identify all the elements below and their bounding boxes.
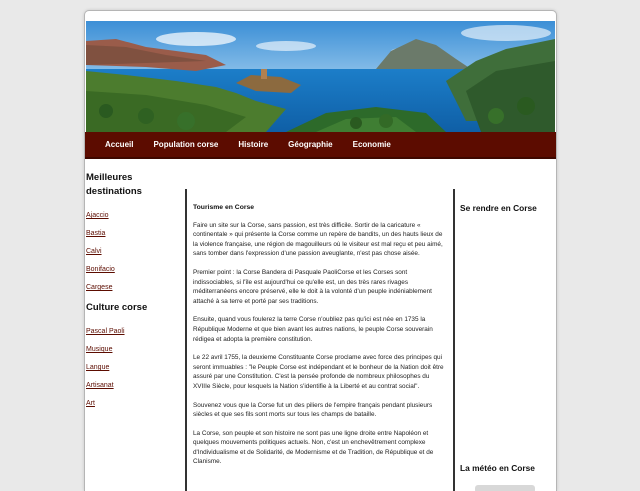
link-ajaccio[interactable]: Ajaccio — [86, 212, 109, 219]
article-paragraph: Faire un site sur la Corse, sans passion, est très difficile. Sortir de la caricature « continentale » qui présente la Corse comme un repère de bandits, un des hauts lieux de la violence française, une région de magouilleurs où le visiteur est mal reçu et peu aimé, sans tomber dans l'expression d'une passion aveuglante, n'est pas chose aisée. — [193, 221, 443, 258]
left-sidebar — [86, 171, 184, 413]
destinations-heading-line1: Meilleures — [86, 172, 133, 183]
link-art[interactable]: Art — [86, 400, 95, 407]
link-musique[interactable]: Musique — [86, 346, 113, 353]
list-item — [86, 323, 184, 341]
weather-heading: La météo en Corse — [460, 463, 535, 473]
article-paragraph: La Corse, son peuple et son histoire ne sont pas une ligne droite entre Napoléon et quelques mouvements politiques actuels. Non, c'est un enchevêtrement complexe d'Individualisme et de Solidarité, de Modernisme et de Tradition, de République et de Clanisme. — [193, 429, 434, 466]
link-bastia[interactable]: Bastia — [86, 230, 106, 237]
list-item — [86, 261, 184, 279]
list-item — [86, 377, 184, 395]
destinations-list — [86, 207, 184, 297]
link-bonifacio[interactable]: Bonifacio — [86, 266, 115, 273]
link-cargese[interactable]: Cargese — [86, 284, 113, 291]
article-paragraph: Le 22 avril 1755, la deuxieme Constituante Corse proclame avec force des principes qui seront immuables : "le Peuple Corse est indépendant et le bonheur de la Nation doit être assuré par une Constitution. C'est la pensée profonde de nombreux philosophes du XVIIIe Siècle, pour lesquels la Nation s'identifie à la Liberté et au contrat social". — [193, 354, 444, 390]
page-container — [84, 10, 557, 491]
main-content — [193, 203, 446, 476]
link-langue[interactable]: Langue — [86, 364, 110, 371]
nav-item-accueil[interactable]: Accueil — [105, 140, 134, 149]
list-item — [86, 243, 184, 261]
article-title: Tourisme en Corse — [193, 204, 255, 211]
culture-list — [86, 323, 184, 413]
destinations-heading — [86, 171, 184, 199]
link-artisanat[interactable]: Artisanat — [86, 382, 114, 389]
travel-heading: Se rendre en Corse — [460, 203, 537, 213]
right-column-divider — [453, 189, 455, 491]
weather-widget[interactable] — [475, 485, 535, 491]
nav-item-geographie[interactable]: Géographie — [288, 140, 333, 149]
article-paragraph: Ensuite, quand vous foulerez la terre Corse n'oubliez pas qu'ici est née en 1735 la République Moderne et que bien avant les autres nations, le peuple Corse souverain rédigea et adopta la première constitution. — [193, 316, 433, 343]
list-item — [86, 225, 184, 243]
article-paragraph: Premier point : la Corse Bandera di Pasquale PaoliCorse et les Corses sont indissociables, si l'île est aujourd'hui ce qu'elle est, un des très rares rivages méditerranéens encore préservé, elle le doit à la volonté d'un peuple indéniablement attaché à sa terre et porté par ses traditions. — [193, 268, 432, 305]
list-item — [86, 279, 184, 297]
list-item — [86, 395, 184, 413]
main-navigation — [85, 132, 556, 159]
destinations-heading-line2: destinations — [86, 186, 142, 197]
article-paragraph: Souvenez vous que la Corse fut un des piliers de l'empire français pendant plusieurs siècles et que ses fils sont morts sur tous les champs de bataille. — [193, 401, 433, 419]
nav-item-histoire[interactable]: Histoire — [238, 140, 269, 149]
culture-heading: Culture corse — [86, 302, 148, 313]
list-item — [86, 359, 184, 377]
header-banner-image — [86, 21, 555, 132]
list-item — [86, 207, 184, 225]
nav-item-population-corse[interactable]: Population corse — [153, 140, 219, 149]
left-column-divider — [185, 189, 187, 491]
list-item — [86, 341, 184, 359]
right-sidebar — [460, 203, 552, 213]
link-calvi[interactable]: Calvi — [86, 248, 102, 255]
weather-section — [460, 463, 535, 473]
link-pascal-paoli[interactable]: Pascal Paoli — [86, 328, 125, 335]
nav-item-economie[interactable]: Economie — [352, 140, 391, 149]
